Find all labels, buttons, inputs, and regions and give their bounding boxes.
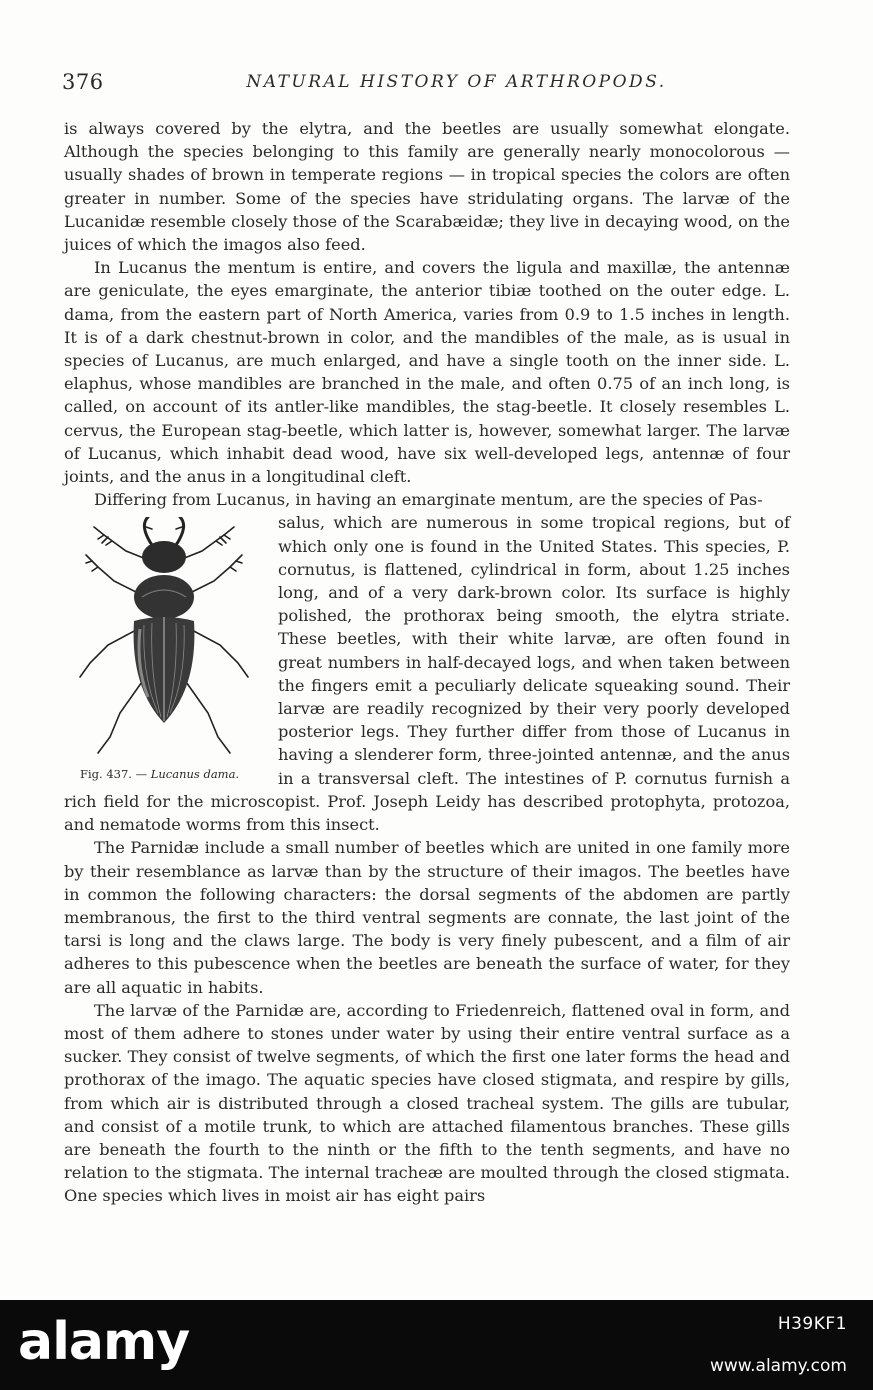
image-id: H39KF1 <box>777 1314 847 1334</box>
alamy-logo: alamy <box>18 1312 190 1372</box>
page-header <box>62 70 811 100</box>
figure-species: Lucanus dama. <box>150 767 240 782</box>
paragraph-3-wrap: salus, which are numerous in some tropical regions, but of which only one is found in the United States. This species, P. cornutus, is flattened, cylindrical in form, about 1.25 inches long, and of a very dark-brown color. Its surface is highly polished, the prothorax being smooth, the elytra striate. These beetles, with their white larvæ, are often found in great numbers in half-decayed logs, and when taken between the fingers emit a peculiarly delicate squeaking sound. Their larvæ are readily recognized by their very poorly developed posterior legs. They further differ from those of Lucanus in having a slenderer form, three-jointed antennæ, and the anus in a transversal cleft. The intestines of P. cornutus furnish a rich field for the microscopist. Prof. Joseph Leidy has described protophyta, protozoa, and nematode worms from this insect. <box>64 513 790 835</box>
watermark-bar <box>0 1300 873 1390</box>
paragraph-5: The larvæ of the Parnidæ are, according to Friedenreich, flattened oval in form, and most of them adhere to stones under water by using their entire ventral surface as a sucker. They consist of twelve segments, of which the first one later forms the head and prothorax of the imago. The aquatic species have closed stigmata, and respire by gills, from which air is distributed through a closed tracheal system. The gills are tubular, and consist of a motile trunk, to which are attached filamentous branches. These gills are beneath the fourth to the ninth or the fifth to the tenth segments, and have no relation to the stigmata. The internal tracheæ are moulted through the closed stigmata. One species which lives in moist air has eight pairs <box>64 1000 790 1206</box>
stag-beetle-illustration <box>64 517 264 761</box>
paragraph-2: In Lucanus the mentum is entire, and covers the ligula and maxillæ, the antennæ are geniculate, the eyes emarginate, the anterior tibiæ toothed on the outer edge. L. dama, from the eastern part of North America, varies from 0.9 to 1.5 inches in length. It is of a dark chestnut-brown in color, and the mandibles of the male, as is usual in species of Lucanus, are much enlarged, and have a single tooth on the inner side. L. elaphus, whose mandibles are branched in the male, and often 0.75 of an inch long, is called, on account of its antler-like mandibles, the stag-beetle. It closely resembles L. cervus, the European stag-beetle, which latter is, however, somewhat larger. The larvæ of Lucanus, which inhabit dead wood, have six well-developed legs, antennæ of four joints, and the anus in a longitudinal cleft. <box>64 258 790 487</box>
site-url: www.alamy.com <box>709 1356 847 1376</box>
figure-437 <box>64 517 264 782</box>
figure-label: Fig. 437. — <box>80 767 148 782</box>
body-text <box>64 117 790 1208</box>
running-title: NATURAL HISTORY OF ARTHROPODS. <box>246 72 667 92</box>
paragraph-4: The Parnidæ include a small number of beetles which are united in one family more by their resemblance as larvæ than by the structure of their imagos. The beetles have in common the following characters: the dorsal segments of the abdomen are partly membranous, the first to the third ventral segments are connate, the last joint of the tarsi is long and the claws large. The body is very finely pubescent, and a film of air adheres to this pubescence when the beetles are beneath the surface of water, for they are all aquatic in habits. <box>64 838 790 997</box>
watermark-info <box>710 1314 847 1376</box>
page-number: 376 <box>62 70 104 94</box>
paragraph-1: is always covered by the elytra, and the beetles are usually somewhat elongate. Although the species belonging to this family are generally nearly monocolorous — usually shades of brown in temperate regions — in tropical species the colors are often greater in number. Some of the species have stridulating organs. The larvæ of the Lucanidæ resemble closely those of the Scarabæidæ; they live in decaying wood, on the juices of which the imagos also feed. <box>64 119 790 255</box>
figure-caption <box>80 763 239 786</box>
paragraph-3-lead: Differing from Lucanus, in having an emarginate mentum, are the species of Pas- <box>94 490 763 510</box>
